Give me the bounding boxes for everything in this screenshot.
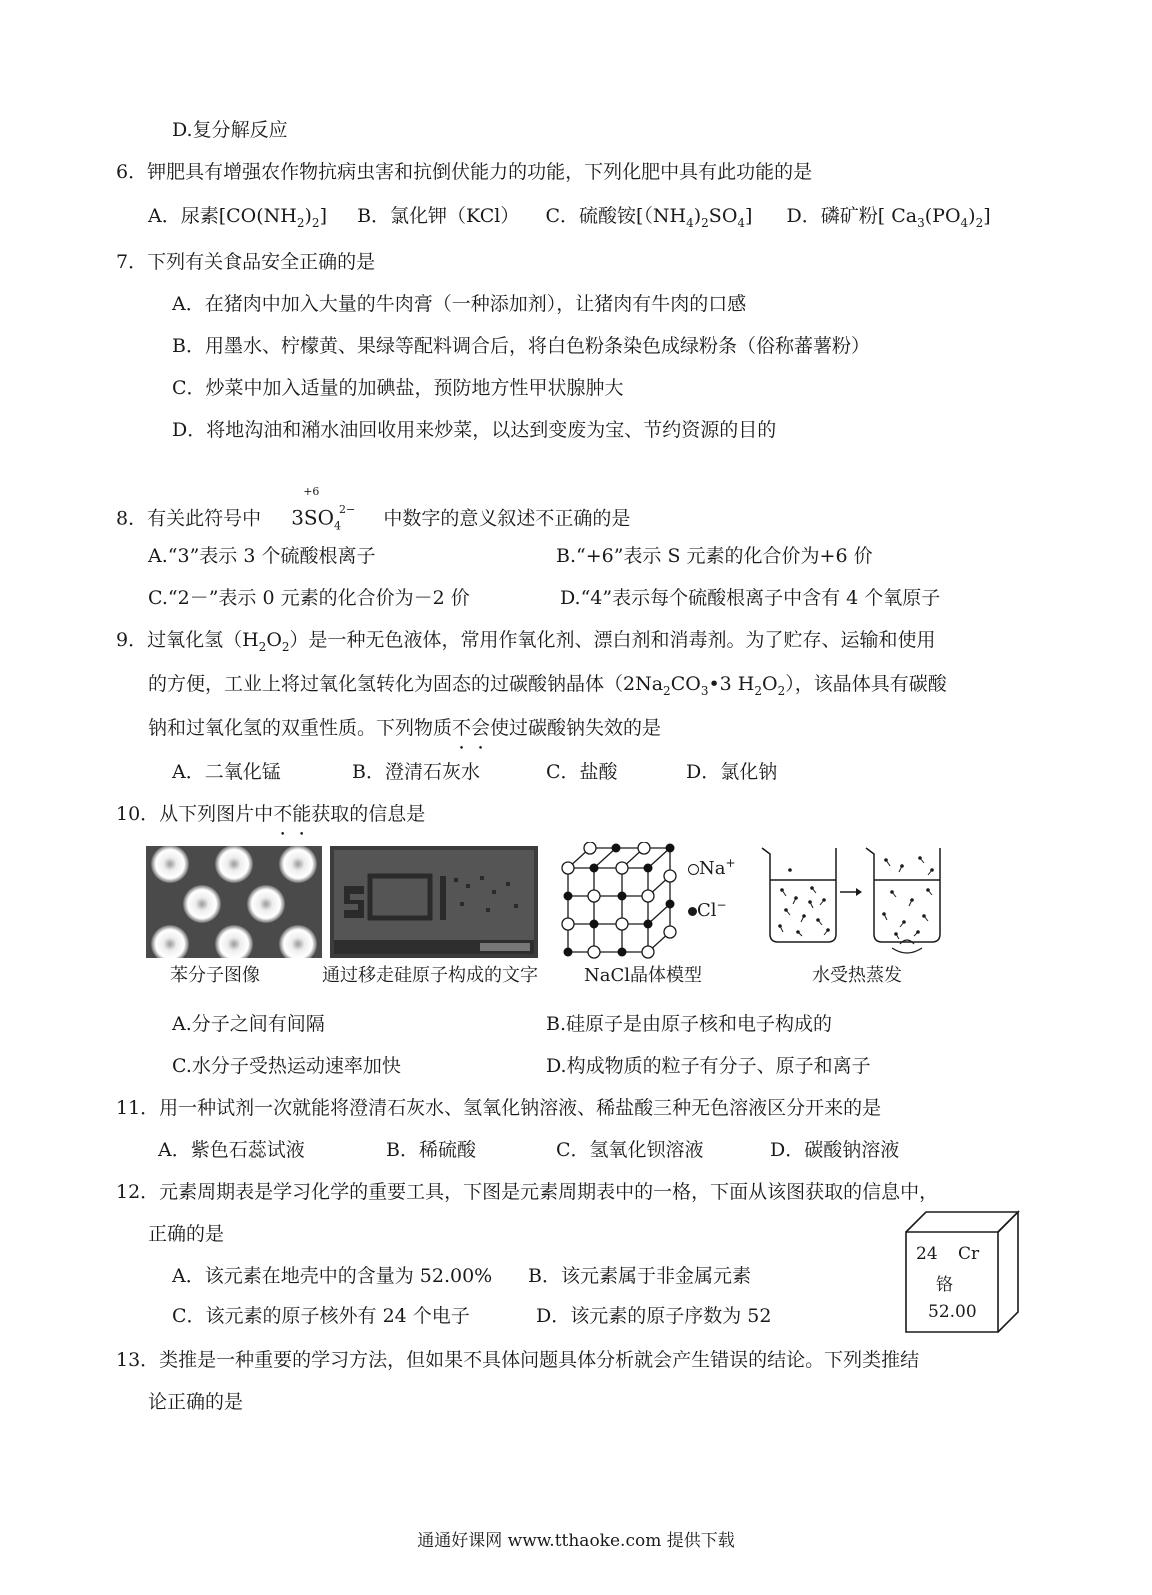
caption-nacl: NaCl晶体模型	[584, 965, 703, 986]
q9-option-b: B．澄清石灰水	[352, 761, 480, 783]
q13-stem-line2: 论正确的是	[148, 1391, 244, 1413]
q11-option-b: B．稀硫酸	[386, 1139, 476, 1161]
sulfate-symbol: +6 $3SO_4^{2-}$	[291, 500, 357, 541]
q6-option-a: A．尿素$[CO(NH_2)_2]$	[148, 205, 327, 230]
q12-stem-line1: 12．元素周期表是学习化学的重要工具，下图是元素周期表中的一格，下面从该图获取的信息中，	[116, 1181, 939, 1203]
q11-stem: 11．用一种试剂一次就能将澄清石灰水、氢氧化钠溶液、稀盐酸三种无色溶液区分开来的是	[116, 1097, 882, 1119]
caption-silicon: 通过移走硅原子构成的文字	[322, 965, 538, 986]
q7-option-d: D．将地沟油和潲水油回收用来炒菜，以达到变废为宝、节约资源的目的	[172, 419, 777, 441]
emphasis-dot: 会	[471, 717, 491, 739]
q11-option-c: C．氢氧化钡溶液	[556, 1139, 704, 1161]
q9-option-c: C．盐酸	[546, 761, 618, 783]
nacl-crystal-model	[548, 842, 688, 960]
q6-option-c: C．硫酸铵$[(NH_4)_2SO_4]$	[545, 205, 753, 230]
q6-option-d: D．磷矿粉[ $Ca_3(PO_4)_2$]	[786, 205, 991, 230]
emphasis-dot: 不	[273, 803, 293, 825]
q6-stem: 6．钾肥具有增强农作物抗病虫害和抗倒伏能力的功能，下列化肥中具有此功能的是	[116, 161, 813, 183]
q9-stem-line1: 9．过氧化氢$(H_2O_2)$是一种无色液体，常用作氧化剂、漂白剂和消毒剂。为了贮存、运输和使用	[116, 629, 936, 654]
q8-option-b: B.“+6”表示 S 元素的化合价为+6 价	[556, 545, 873, 567]
q12-stem-line2: 正确的是	[148, 1223, 225, 1245]
q9-stem-line3: 钠和过氧化氢的双重性质。下列物质不会使过碳酸钠失效的是	[148, 717, 662, 739]
q7-stem: 7．下列有关食品安全正确的是	[116, 251, 376, 273]
element-name: 铬	[936, 1275, 953, 1295]
q5-option-d: D.复分解反应	[172, 119, 288, 141]
caption-water: 水受热蒸发	[812, 965, 902, 986]
q9-option-a: A．二氧化锰	[172, 761, 281, 783]
q10-option-b: B.硅原子是由原子核和电子构成的	[546, 1013, 833, 1035]
silicon-atoms-image	[330, 846, 538, 958]
q12-option-d: D．该元素的原子序数为 52	[536, 1305, 772, 1327]
nacl-legend-na: Na+	[688, 856, 736, 879]
emphasis-dot: 不	[452, 717, 472, 739]
q10-option-a: A.分子之间有间隔	[172, 1013, 325, 1035]
q12-option-a: A．该元素在地壳中的含量为 52.00%	[172, 1265, 493, 1287]
filled-circle-icon	[688, 907, 697, 916]
water-evaporation-diagram	[752, 840, 978, 964]
q8-option-d: D.“4”表示每个硫酸根离子中含有 4 个氧原子	[560, 587, 941, 609]
q12-option-b: B．该元素属于非金属元素	[528, 1265, 751, 1287]
q9-option-d: D．氯化钠	[686, 761, 778, 783]
valence-mark: +6	[303, 485, 320, 498]
benzene-image	[146, 846, 322, 958]
q8-option-c: C.“2－”表示 0 元素的化合价为－2 价	[148, 587, 470, 609]
emphasis-dot: 能	[292, 803, 312, 825]
q7-option-b: B．用墨水、柠檬黄、果绿等配料调合后，将白色粉条染色成绿粉条（俗称蕃薯粉）	[172, 335, 870, 357]
q8-stem: 8．有关此符号中 +6 $3SO_4^{2-}$ 中数字的意义叙述不正确的是	[116, 500, 630, 541]
q12-option-c: C．该元素的原子核外有 24 个电子	[172, 1305, 470, 1327]
q6-options	[148, 202, 991, 237]
nacl-legend-cl: Cl−	[688, 898, 727, 921]
q7-option-c: C．炒菜中加入适量的加碘盐，预防地方性甲状腺肿大	[172, 377, 624, 399]
page-footer: 通通好课网 www.tthaoke.com 提供下载	[417, 1531, 735, 1551]
element-number: 24	[916, 1244, 938, 1264]
q11-option-d: D．碳酸钠溶液	[770, 1139, 900, 1161]
q10-option-c: C.水分子受热运动速率加快	[172, 1055, 401, 1077]
element-symbol: Cr	[958, 1244, 980, 1264]
open-circle-icon	[688, 864, 699, 875]
q8-option-a: A.“3”表示 3 个硫酸根离子	[148, 545, 376, 567]
element-mass: 52.00	[928, 1302, 977, 1322]
q11-option-a: A．紫色石蕊试液	[158, 1139, 305, 1161]
q13-stem-line1: 13．类推是一种重要的学习方法，但如果不具体问题具体分析就会产生错误的结论。下列类推结	[116, 1349, 920, 1371]
q9-stem-line2: 的方便，工业上将过氧化氢转化为固态的过碳酸钠晶体（$2Na_2CO_3•3$ $H_2O_2$），该晶体具有碳酸	[148, 673, 947, 698]
q7-option-a: A．在猪肉中加入大量的牛肉膏（一种添加剂），让猪肉有牛肉的口感	[172, 293, 747, 315]
q10-option-d: D.构成物质的粒子有分子、原子和离子	[546, 1055, 871, 1077]
q10-stem: 10．从下列图片中不能获取的信息是	[116, 803, 426, 825]
caption-benzene: 苯分子图像	[170, 965, 260, 986]
q6-option-b: B．氯化钾（KCl）	[357, 205, 520, 227]
